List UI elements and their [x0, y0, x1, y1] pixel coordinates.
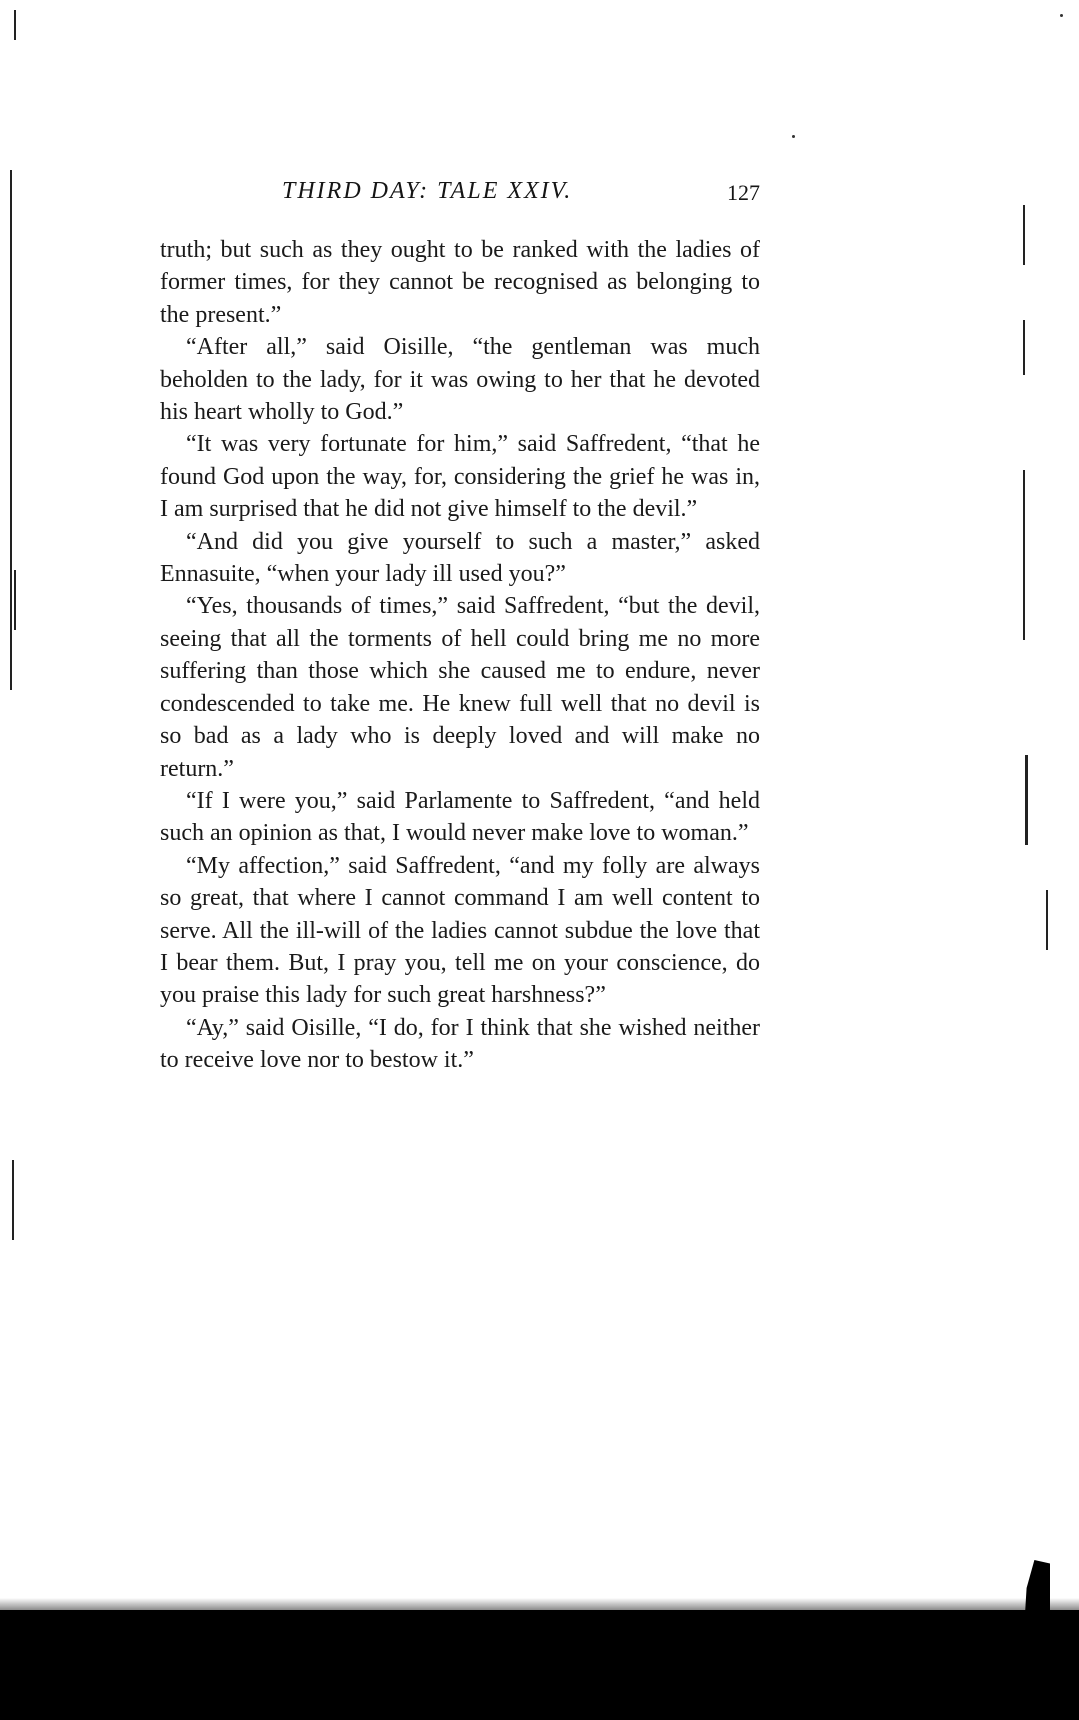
paragraph: “My affection,” said Saffredent, “and my folly are always so great, that where I cannot command I am well content to serve. All the ill-will of the ladies cannot subdue the love that I bear them. But, I pray you, tell me on your conscience, do you praise this lady for such great harshness?”: [160, 852, 760, 1009]
running-title: THIRD DAY: TALE XXIV.: [282, 178, 573, 204]
scan-speck: [792, 135, 795, 138]
scan-margin-line-left-1: [14, 10, 16, 40]
scan-margin-line-right-5: [1046, 890, 1048, 950]
paragraph: “Yes, thousands of times,” said Saffredent, “but the devil, seeing that all the torments of hell could bring me no more suffering than those which she caused me to endure, never condescended to take me. He knew full well that no devil is so bad as a lady who is deeply loved and will make no return.”: [160, 593, 760, 782]
scan-margin-line-right-4: [1025, 755, 1028, 845]
scan-shadow-band: [0, 1610, 1079, 1720]
page-number: 127: [727, 180, 760, 205]
paragraph: “After all,” said Oisille, “the gentleman was much beholden to the lady, for it was owing to her that he devoted his heart wholly to God.”: [160, 334, 760, 426]
scan-margin-line-left-2: [10, 170, 12, 690]
scan-margin-line-right-3: [1023, 470, 1025, 640]
scan-speck: [1060, 14, 1063, 17]
paragraph: “If I were you,” said Parlamente to Saffredent, “and held such an opinion as that, I would never make love to woman.”: [160, 787, 760, 847]
scan-margin-line-left-3: [14, 570, 16, 630]
scan-margin-line-right-2: [1023, 320, 1025, 375]
body-text: [160, 234, 760, 1077]
scan-margin-line-right-1: [1023, 205, 1025, 265]
paragraph: “And did you give yourself to such a master,” asked Ennasuite, “when your lady ill used you?”: [160, 528, 760, 588]
scan-margin-line-left-4: [12, 1160, 14, 1240]
running-head: [160, 178, 760, 212]
paragraph: “It was very fortunate for him,” said Saffredent, “that he found God upon the way, for, considering the grief he was in, I am surprised that he did not give himself to the devil.”: [160, 431, 760, 523]
paragraph: “Ay,” said Oisille, “I do, for I think that she wished neither to receive love nor to bestow it.”: [160, 1014, 760, 1074]
paragraph: truth; but such as they ought to be ranked with the ladies of former times, for they cannot be recognised as belonging to the present.”: [160, 237, 760, 328]
